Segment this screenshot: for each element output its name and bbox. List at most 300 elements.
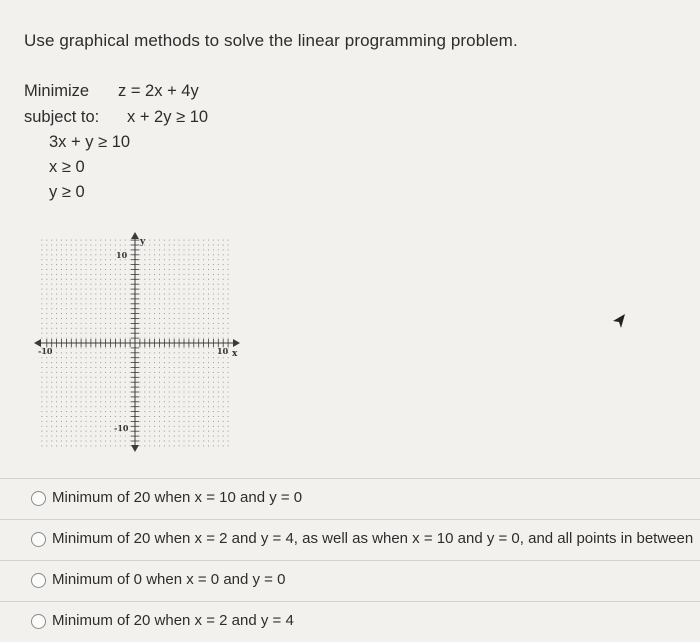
grid-dot bbox=[95, 264, 96, 265]
grid-dot bbox=[223, 259, 224, 260]
grid-dot bbox=[115, 245, 116, 246]
grid-dot bbox=[213, 352, 214, 353]
grid-dot bbox=[130, 259, 131, 260]
grid-dot bbox=[228, 274, 229, 275]
grid-dot bbox=[125, 387, 126, 388]
grid-dot bbox=[125, 308, 126, 309]
grid-dot bbox=[95, 323, 96, 324]
grid-dot bbox=[188, 426, 189, 427]
grid-dot bbox=[71, 426, 72, 427]
grid-dot bbox=[179, 313, 180, 314]
grid-dot bbox=[179, 357, 180, 358]
grid-dot bbox=[193, 377, 194, 378]
grid-dot bbox=[120, 396, 121, 397]
grid-dot bbox=[193, 259, 194, 260]
grid-dot bbox=[159, 274, 160, 275]
grid-dot bbox=[174, 274, 175, 275]
grid-dot bbox=[193, 441, 194, 442]
grid-dot bbox=[125, 421, 126, 422]
grid-dot bbox=[61, 357, 62, 358]
grid-dot bbox=[115, 401, 116, 402]
grid-dot bbox=[115, 338, 116, 339]
grid-dot bbox=[81, 318, 82, 319]
grid-dot bbox=[120, 328, 121, 329]
grid-dot bbox=[154, 367, 155, 368]
grid-dot bbox=[169, 298, 170, 299]
grid-dot bbox=[56, 362, 57, 363]
grid-dot bbox=[105, 318, 106, 319]
grid-dot bbox=[154, 240, 155, 241]
grid-dot bbox=[71, 313, 72, 314]
grid-dot bbox=[154, 382, 155, 383]
grid-dot bbox=[76, 406, 77, 407]
grid-dot bbox=[61, 367, 62, 368]
grid-dot bbox=[130, 421, 131, 422]
grid-dot bbox=[203, 377, 204, 378]
grid-dot bbox=[125, 289, 126, 290]
grid-dot bbox=[105, 362, 106, 363]
grid-dot bbox=[184, 298, 185, 299]
grid-dot bbox=[51, 308, 52, 309]
grid-dot bbox=[115, 367, 116, 368]
grid-dot bbox=[76, 269, 77, 270]
grid-dot bbox=[61, 362, 62, 363]
grid-dot bbox=[144, 347, 145, 348]
grid-dot bbox=[95, 416, 96, 417]
grid-dot bbox=[154, 249, 155, 250]
grid-dot bbox=[76, 401, 77, 402]
grid-dot bbox=[61, 254, 62, 255]
grid-dot bbox=[149, 274, 150, 275]
grid-dot bbox=[228, 313, 229, 314]
grid-dot bbox=[110, 245, 111, 246]
grid-dot bbox=[193, 416, 194, 417]
grid-dot bbox=[86, 377, 87, 378]
grid-dot bbox=[76, 416, 77, 417]
grid-dot bbox=[184, 352, 185, 353]
grid-dot bbox=[169, 421, 170, 422]
grid-dot bbox=[149, 426, 150, 427]
grid-dot bbox=[164, 392, 165, 393]
grid-dot bbox=[193, 401, 194, 402]
grid-dot bbox=[56, 352, 57, 353]
grid-dot bbox=[81, 323, 82, 324]
grid-dot bbox=[56, 401, 57, 402]
grid-dot bbox=[144, 436, 145, 437]
grid-dot bbox=[110, 347, 111, 348]
grid-dot bbox=[188, 259, 189, 260]
grid-dot bbox=[169, 254, 170, 255]
grid-dot bbox=[228, 382, 229, 383]
grid-dot bbox=[90, 382, 91, 383]
grid-dot bbox=[130, 445, 131, 446]
grid-dot bbox=[81, 279, 82, 280]
grid-dot bbox=[41, 357, 42, 358]
grid-dot bbox=[174, 416, 175, 417]
grid-dot bbox=[61, 421, 62, 422]
grid-dot bbox=[184, 274, 185, 275]
grid-dot bbox=[115, 347, 116, 348]
grid-dot bbox=[179, 372, 180, 373]
grid-dot bbox=[71, 303, 72, 304]
grid-dot bbox=[154, 269, 155, 270]
grid-dot bbox=[110, 377, 111, 378]
grid-dot bbox=[198, 284, 199, 285]
grid-dot bbox=[81, 421, 82, 422]
grid-dot bbox=[139, 406, 140, 407]
grid-dot bbox=[208, 289, 209, 290]
grid-dot bbox=[46, 426, 47, 427]
grid-dot bbox=[125, 352, 126, 353]
grid-dot bbox=[71, 328, 72, 329]
grid-dot bbox=[81, 274, 82, 275]
grid-dot bbox=[208, 411, 209, 412]
grid-dot bbox=[110, 416, 111, 417]
grid-dot bbox=[100, 245, 101, 246]
grid-dot bbox=[110, 240, 111, 241]
grid-dot bbox=[139, 274, 140, 275]
grid-dot bbox=[56, 347, 57, 348]
grid-dot bbox=[76, 347, 77, 348]
grid-dot bbox=[51, 318, 52, 319]
grid-dot bbox=[110, 323, 111, 324]
grid-dot bbox=[188, 303, 189, 304]
grid-dot bbox=[125, 279, 126, 280]
grid-dot bbox=[164, 328, 165, 329]
grid-dot bbox=[95, 308, 96, 309]
grid-dot bbox=[228, 367, 229, 368]
grid-dot bbox=[188, 240, 189, 241]
grid-dot bbox=[174, 313, 175, 314]
radio-button[interactable] bbox=[31, 573, 46, 588]
grid-dot bbox=[46, 328, 47, 329]
grid-dot bbox=[188, 431, 189, 432]
grid-dot bbox=[125, 382, 126, 383]
grid-dot bbox=[110, 441, 111, 442]
grid-dot bbox=[223, 441, 224, 442]
grid-dot bbox=[61, 274, 62, 275]
grid-dot bbox=[149, 254, 150, 255]
grid-dot bbox=[76, 298, 77, 299]
grid-dot bbox=[115, 392, 116, 393]
grid-dot bbox=[115, 382, 116, 383]
grid-dot bbox=[100, 382, 101, 383]
grid-dot bbox=[228, 426, 229, 427]
grid-dot bbox=[174, 377, 175, 378]
grid-dot bbox=[51, 294, 52, 295]
grid-dot bbox=[51, 431, 52, 432]
grid-dot bbox=[213, 259, 214, 260]
grid-dot bbox=[51, 333, 52, 334]
grid-dot bbox=[228, 240, 229, 241]
grid-dot bbox=[120, 338, 121, 339]
grid-dot bbox=[76, 308, 77, 309]
grid-dot bbox=[81, 362, 82, 363]
grid-dot bbox=[61, 441, 62, 442]
grid-dot bbox=[105, 387, 106, 388]
grid-dot bbox=[71, 431, 72, 432]
grid-dot bbox=[95, 392, 96, 393]
grid-dot bbox=[144, 269, 145, 270]
grid-dot bbox=[228, 308, 229, 309]
grid-dot bbox=[86, 274, 87, 275]
grid-dot bbox=[66, 274, 67, 275]
grid-dot bbox=[81, 406, 82, 407]
grid-dot bbox=[125, 347, 126, 348]
grid-dot bbox=[105, 289, 106, 290]
grid-dot bbox=[159, 441, 160, 442]
grid-dot bbox=[100, 367, 101, 368]
grid-dot bbox=[164, 416, 165, 417]
grid-dot bbox=[228, 338, 229, 339]
grid-dot bbox=[154, 387, 155, 388]
grid-dot bbox=[174, 401, 175, 402]
grid-dot bbox=[188, 347, 189, 348]
grid-dot bbox=[71, 372, 72, 373]
grid-dot bbox=[41, 431, 42, 432]
grid-dot bbox=[81, 294, 82, 295]
grid-dot bbox=[203, 441, 204, 442]
grid-dot bbox=[208, 396, 209, 397]
grid-dot bbox=[188, 279, 189, 280]
grid-dot bbox=[95, 259, 96, 260]
grid-dot bbox=[46, 240, 47, 241]
grid-dot bbox=[56, 411, 57, 412]
grid-dot bbox=[125, 328, 126, 329]
grid-dot bbox=[188, 294, 189, 295]
grid-dot bbox=[203, 347, 204, 348]
grid-dot bbox=[95, 357, 96, 358]
option-1[interactable] bbox=[0, 478, 700, 519]
grid-dot bbox=[125, 303, 126, 304]
grid-dot bbox=[66, 328, 67, 329]
grid-dot bbox=[120, 245, 121, 246]
grid-dot bbox=[95, 245, 96, 246]
grid-dot bbox=[76, 240, 77, 241]
subject-to-label: subject to: bbox=[24, 108, 100, 126]
grid-dot bbox=[174, 289, 175, 290]
grid-dot bbox=[218, 294, 219, 295]
grid-dot bbox=[41, 240, 42, 241]
grid-dot bbox=[76, 245, 77, 246]
grid-dot bbox=[105, 406, 106, 407]
grid-dot bbox=[81, 396, 82, 397]
grid-dot bbox=[100, 259, 101, 260]
grid-dot bbox=[139, 249, 140, 250]
grid-dot bbox=[61, 259, 62, 260]
grid-dot bbox=[110, 362, 111, 363]
grid-dot bbox=[184, 269, 185, 270]
grid-dot bbox=[208, 406, 209, 407]
grid-dot bbox=[218, 254, 219, 255]
grid-dot bbox=[105, 426, 106, 427]
grid-dot bbox=[90, 416, 91, 417]
grid-dot bbox=[90, 284, 91, 285]
grid-dot bbox=[139, 284, 140, 285]
grid-dot bbox=[76, 396, 77, 397]
grid-dot bbox=[144, 303, 145, 304]
grid-dot bbox=[159, 323, 160, 324]
grid-dot bbox=[51, 367, 52, 368]
grid-dot bbox=[51, 279, 52, 280]
grid-dot bbox=[56, 269, 57, 270]
grid-dot bbox=[56, 445, 57, 446]
coordinate-grid[interactable] bbox=[34, 230, 240, 454]
grid-dot bbox=[81, 445, 82, 446]
grid-dot bbox=[81, 284, 82, 285]
grid-dot bbox=[213, 333, 214, 334]
grid-dot bbox=[149, 259, 150, 260]
grid-dot bbox=[41, 382, 42, 383]
grid-dot bbox=[174, 362, 175, 363]
grid-dot bbox=[76, 294, 77, 295]
grid-dot bbox=[100, 362, 101, 363]
grid-dot bbox=[144, 357, 145, 358]
grid-dot bbox=[149, 372, 150, 373]
grid-dot bbox=[228, 303, 229, 304]
grid-dot bbox=[120, 436, 121, 437]
option-4[interactable] bbox=[0, 601, 700, 642]
grid-dot bbox=[81, 298, 82, 299]
grid-dot bbox=[174, 249, 175, 250]
grid-dot bbox=[179, 289, 180, 290]
grid-dot bbox=[71, 367, 72, 368]
grid-dot bbox=[184, 338, 185, 339]
grid-dot bbox=[86, 294, 87, 295]
grid-dot bbox=[71, 269, 72, 270]
grid-dot bbox=[223, 362, 224, 363]
grid-dot bbox=[223, 308, 224, 309]
grid-dot bbox=[86, 298, 87, 299]
grid-dot bbox=[203, 362, 204, 363]
grid-dot bbox=[193, 298, 194, 299]
grid-dot bbox=[105, 392, 106, 393]
grid-dot bbox=[125, 245, 126, 246]
grid-dot bbox=[144, 274, 145, 275]
grid-dot bbox=[213, 338, 214, 339]
grid-dot bbox=[213, 445, 214, 446]
grid-dot bbox=[76, 284, 77, 285]
grid-dot bbox=[169, 445, 170, 446]
option-2[interactable] bbox=[0, 519, 700, 560]
radio-button[interactable] bbox=[31, 532, 46, 547]
grid-dot bbox=[61, 333, 62, 334]
grid-dot bbox=[159, 294, 160, 295]
grid-dot bbox=[61, 313, 62, 314]
grid-dot bbox=[66, 347, 67, 348]
grid-dot bbox=[169, 401, 170, 402]
grid-dot bbox=[179, 445, 180, 446]
grid-dot bbox=[149, 289, 150, 290]
grid-dot bbox=[144, 377, 145, 378]
grid-dot bbox=[46, 284, 47, 285]
grid-dot bbox=[164, 240, 165, 241]
grid-dot bbox=[125, 411, 126, 412]
grid-dot bbox=[213, 308, 214, 309]
grid-dot bbox=[228, 318, 229, 319]
radio-button[interactable] bbox=[31, 491, 46, 506]
grid-dot bbox=[223, 254, 224, 255]
grid-dot bbox=[86, 367, 87, 368]
grid-dot bbox=[218, 421, 219, 422]
grid-dot bbox=[188, 328, 189, 329]
grid-dot bbox=[169, 396, 170, 397]
grid-dot bbox=[164, 352, 165, 353]
grid-dot bbox=[159, 367, 160, 368]
grid-dot bbox=[154, 362, 155, 363]
grid-dot bbox=[125, 362, 126, 363]
grid-dot bbox=[46, 289, 47, 290]
grid-dot bbox=[203, 333, 204, 334]
grid-dot bbox=[208, 431, 209, 432]
constraint-3: x ≥ 0 bbox=[49, 158, 85, 176]
grid-dot bbox=[154, 396, 155, 397]
grid-dot bbox=[66, 357, 67, 358]
grid-dot bbox=[228, 377, 229, 378]
option-label: Minimum of 20 when x = 10 and y = 0 bbox=[52, 489, 303, 506]
grid-dot bbox=[198, 323, 199, 324]
grid-dot bbox=[61, 392, 62, 393]
radio-button[interactable] bbox=[31, 614, 46, 629]
grid-dot bbox=[188, 298, 189, 299]
grid-dot bbox=[179, 431, 180, 432]
grid-dot bbox=[228, 284, 229, 285]
grid-dot bbox=[105, 274, 106, 275]
grid-dot bbox=[90, 392, 91, 393]
grid-dot bbox=[169, 294, 170, 295]
grid-dot bbox=[213, 401, 214, 402]
grid-dot bbox=[159, 436, 160, 437]
grid-dot bbox=[193, 396, 194, 397]
grid-dot bbox=[159, 245, 160, 246]
grid-dot bbox=[120, 367, 121, 368]
grid-dot bbox=[198, 352, 199, 353]
grid-dot bbox=[95, 421, 96, 422]
grid-dot bbox=[41, 284, 42, 285]
grid-dot bbox=[188, 445, 189, 446]
grid-dot bbox=[86, 426, 87, 427]
option-3[interactable] bbox=[0, 560, 700, 601]
grid-dot bbox=[95, 318, 96, 319]
grid-dot bbox=[51, 396, 52, 397]
grid-dot bbox=[41, 274, 42, 275]
grid-dot bbox=[203, 254, 204, 255]
grid-dot bbox=[71, 289, 72, 290]
grid-dot bbox=[174, 436, 175, 437]
grid-dot bbox=[51, 372, 52, 373]
grid-dot bbox=[130, 274, 131, 275]
grid-dot bbox=[71, 245, 72, 246]
grid-dot bbox=[149, 318, 150, 319]
grid-dot bbox=[203, 396, 204, 397]
grid-dot bbox=[144, 259, 145, 260]
grid-dot bbox=[223, 298, 224, 299]
grid-dot bbox=[71, 436, 72, 437]
grid-dot bbox=[115, 289, 116, 290]
grid-dot bbox=[130, 362, 131, 363]
grid-dot bbox=[193, 318, 194, 319]
grid-dot bbox=[66, 289, 67, 290]
grid-dot bbox=[164, 308, 165, 309]
grid-dot bbox=[218, 328, 219, 329]
grid-dot bbox=[218, 431, 219, 432]
subject-to-row bbox=[24, 108, 209, 127]
grid-dot bbox=[120, 377, 121, 378]
grid-dot bbox=[213, 240, 214, 241]
grid-dot bbox=[139, 294, 140, 295]
grid-dot bbox=[86, 382, 87, 383]
grid-dot bbox=[100, 416, 101, 417]
